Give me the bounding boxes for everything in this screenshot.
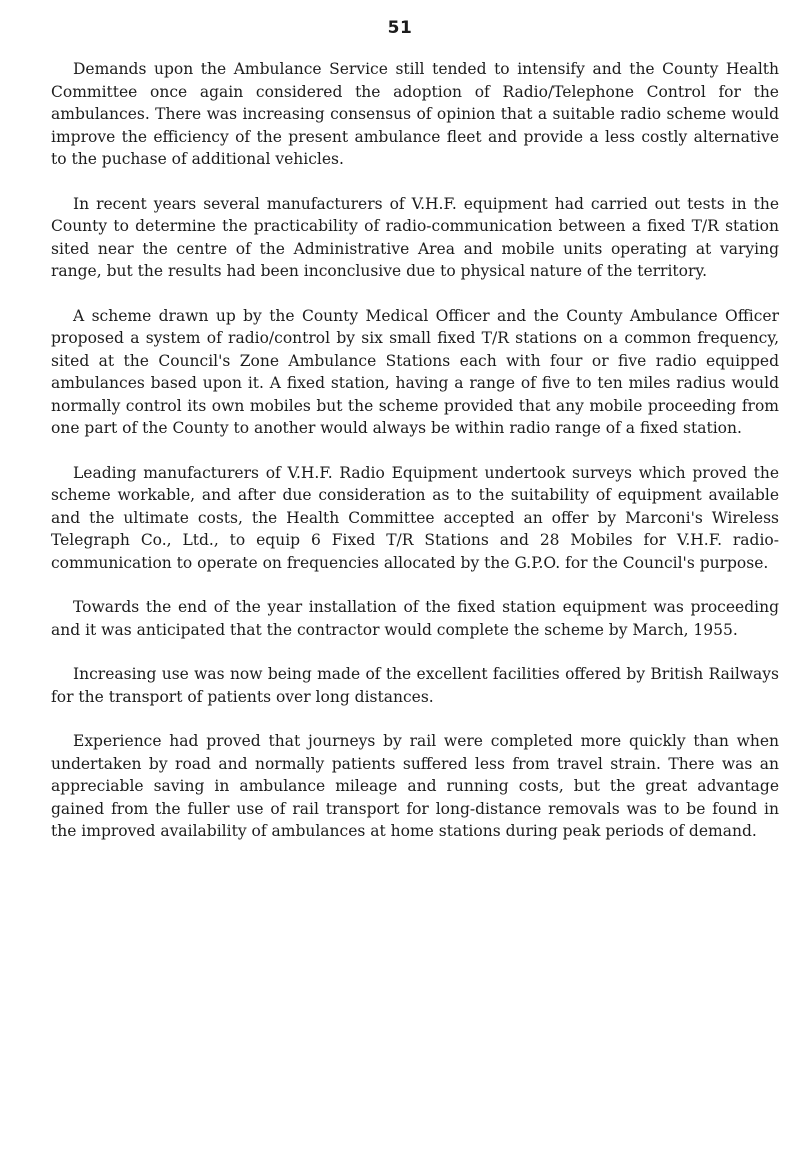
paragraph-marconi-contract: Leading manufacturers of V.H.F. Radio Equipment undertook surveys which proved the scheme workable, and after due consideration as to the suitability of equipment available and the ultimate costs, the Health Committee accepted an offer by Marconi's Wireless Telegraph Co., Ltd., to equip 6 Fixed T/R Stations and 28 Mobiles for V.H.F. radio-communication to operate on frequencies allocated by the G.P.O. for the Council's purpose. bbox=[51, 463, 779, 572]
paragraph-radio-control-proposal: Demands upon the Ambulance Service still tended to intensify and the County Health Committee once again considered the adoption of Radio/Telephone Control for the ambulances. There was increasing consensus of opinion that a suitable radio scheme would improve the efficiency of the present ambulance fleet and provide a less costly alternative to the puchase of additional vehicles. bbox=[51, 60, 779, 168]
paragraph-vhf-tests: In recent years several manufacturers of V.H.F. equipment had carried out tests in the County to determine the practicability of radio-communication between a fixed T/R station sited near the centre of the Administrative Area and mobile units operating at varying range, but the results had been inconclusive due to physical nature of the territory. bbox=[51, 194, 779, 280]
body-text bbox=[51, 58, 779, 843]
paragraph-installation-progress: Towards the end of the year installation of the fixed station equipment was proceeding and it was anticipated that the contractor would complete the scheme by March, 1955. bbox=[51, 598, 779, 639]
paragraph-british-railways: Increasing use was now being made of the excellent facilities offered by British Railways for the transport of patients over long distances. bbox=[51, 665, 779, 706]
page-number: 51 bbox=[387, 18, 413, 38]
paragraph-rail-experience: Experience had proved that journeys by rail were completed more quickly than when undertaken by road and normally patients suffered less from travel strain. There was an appreciable saving in ambulance mileage and running costs, but the great advantage gained from the fuller use of rail transport for long-distance removals was to be found in the improved availability of ambulances at home stations during peak periods of demand. bbox=[51, 732, 779, 840]
paragraph-scheme-design: A scheme drawn up by the County Medical Officer and the County Ambulance Officer proposed a system of radio/control by six small fixed T/R stations on a common frequency, sited at the Council's Zone Ambulance Stations each with four or five radio equipped ambulances based upon it. A fixed station, having a range of five to ten miles radius would normally control its own mobiles but the scheme provided that any mobile proceeding from one part of the County to another would always be within radio range of a fixed station. bbox=[51, 306, 779, 437]
